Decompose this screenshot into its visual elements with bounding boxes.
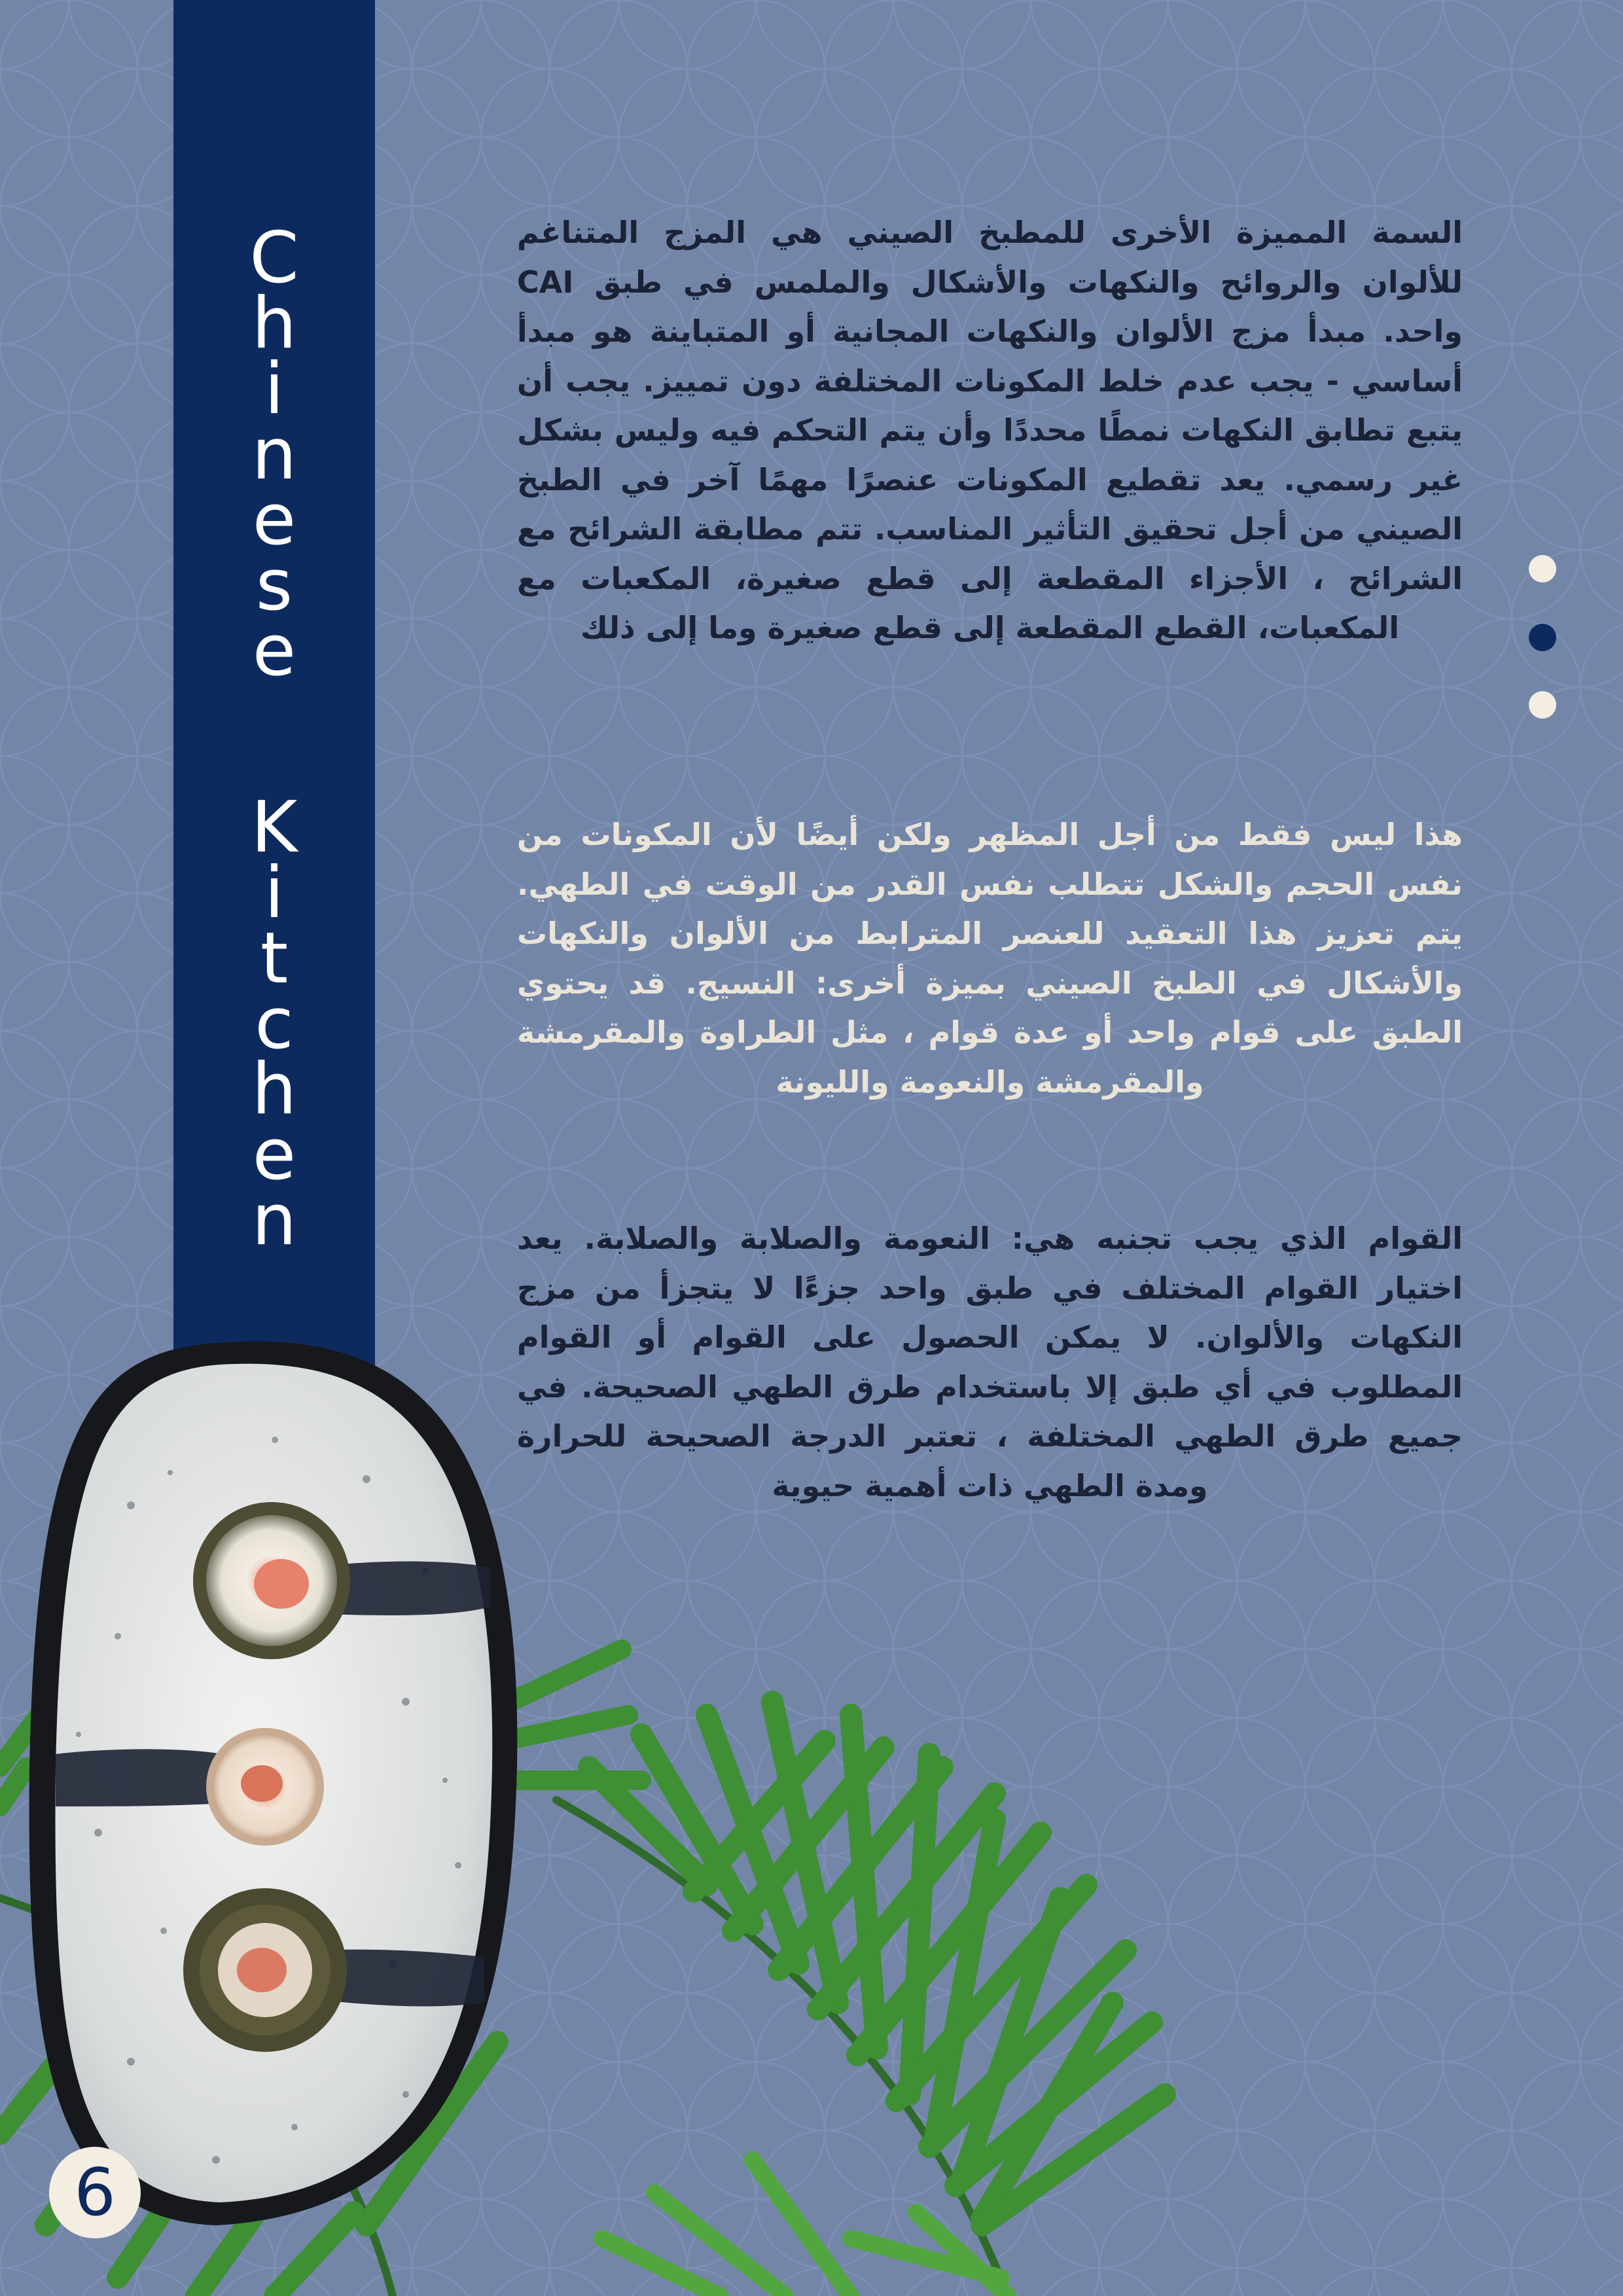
sushi-roll	[193, 1502, 350, 1659]
title-letter: h	[251, 1049, 297, 1130]
sushi-roll	[206, 1728, 324, 1846]
title-letter: i	[264, 348, 284, 430]
title-letter: e	[252, 1114, 296, 1196]
title-letter: c	[255, 983, 294, 1065]
title-letter: C	[249, 217, 299, 299]
title-letter: K	[251, 787, 298, 869]
body-paragraph-1: السمة المميزة الأخرى للمطبخ الصيني هي المزج المتناغم للألوان والروائح والنكهات والأشكال والملمس في طبق CAI واحد. مبدأ مزج الألوان والنكهات المجانية أو المتباينة هو مبدأ أساسي - يجب عدم خلط المكونات المختلفة دون تمييز. يجب أن يتبع تطابق النكهات نمطًا محددًا وأن يتم التحكم فيه وليس بشكل غير رسمي. يعد تقطيع المكونات عنصرًا مهمًا آخر في الطبخ الصيني من أجل تحقيق التأثير المناسب. تتم مطابقة الشرائح مع الشرائح ، الأجزاء المقطعة إلى قطع صغيرة، المكعبات مع المكعبات، القطع المقطعة إلى قطع صغيرة وما إلى ذلك	[517, 215, 1463, 645]
body-paragraph-2: هذا ليس فقط من أجل المظهر ولكن أيضًا لأن المكونات من نفس الحجم والشكل تتطلب نفس القدر من الوقت في الطهي. يتم تعزيز هذا التعقيد للعنصر المترابط من الألوان والنكهات والأشكال في الطبخ الصيني بميزة أخرى: النسيج. قد يحتوي الطبق على قوام واحد أو عدة قوام ، مثل الطراوة والمقرمشة والمقرمشة والنعومة والليونة	[517, 817, 1463, 1100]
title-letter: e	[252, 479, 296, 561]
title-letter: n	[251, 414, 297, 495]
page-number-badge: 6	[49, 2147, 141, 2238]
title-letter: n	[251, 1179, 297, 1261]
sushi-roll	[183, 1888, 347, 2052]
title-letter: h	[251, 283, 297, 365]
title-letter: e	[252, 610, 296, 692]
body-paragraph-3: القوام الذي يجب تجنبه هي: النعومة والصلابة والصلابة. يعد اختيار القوام المختلف في طبق واحد جزءًا لا يتجزأ من مزج النكهات والألوان. لا يمكن الحصول على القوام أو القوام المطلوب في أي طبق إلا باستخدام طرق الطهي الصحيحة. في جميع طرق الطهي المختلفة ، تعتبر الدرجة الصحيحة للحرارة ومدة الطهي ذات أهمية حيوية	[517, 1221, 1463, 1503]
title-letter: t	[260, 918, 289, 999]
title-letter: i	[264, 852, 284, 934]
title-letter: s	[255, 545, 293, 626]
